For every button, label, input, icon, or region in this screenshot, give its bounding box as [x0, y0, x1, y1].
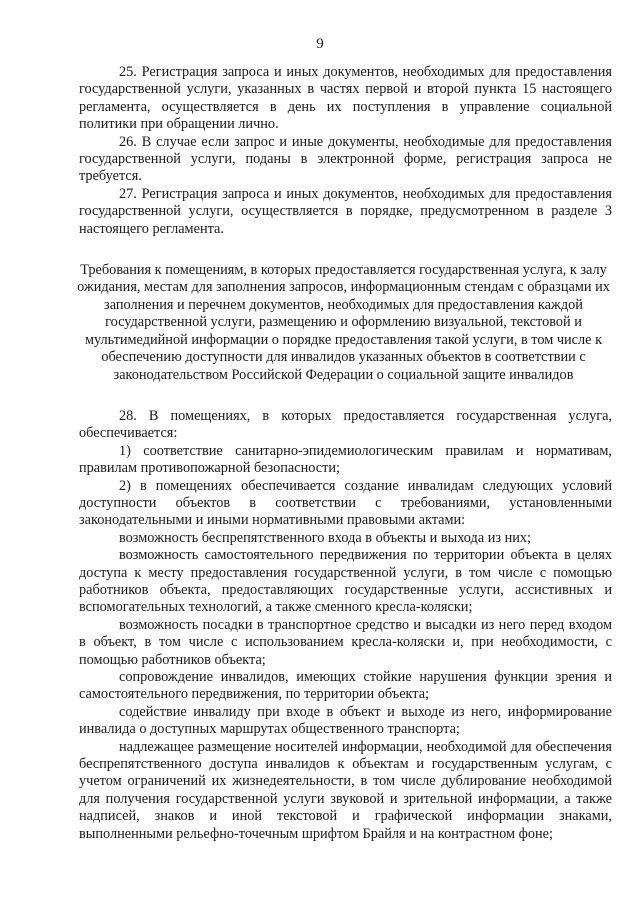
- condition-assistance: содействие инвалиду при входе в объект и выходе из него, информирование инвалида о доступных маршрутах общественного транспорта;: [79, 703, 612, 738]
- paragraph-26: 26. В случае если запрос и иные документы, необходимые для предоставления государственной услуги, поданы в электронной форме, регистрация запроса не требуется.: [79, 133, 612, 185]
- condition-movement: возможность самостоятельного передвижения по территории объекта в целях доступа к месту предоставления государственной услуги, в том числе с помощью работников объекта, предоставляющих государственные услуги, ассистивных и вспомогательных технологий, а также сменного кресла-коляски;: [79, 547, 612, 616]
- document-body: [79, 64, 612, 843]
- condition-information: надлежащее размещение носителей информации, необходимой для обеспечения беспрепятственного доступа инвалидов к объектам и государственным услугам, с учетом ограничений их жизнедеятельности, в том числе дублирование необходимой для получения государственной услуги звуковой и зрительной информации, а также надписей, знаков и иной текстовой и графической информации знаками, выполненными рельефно-точечным шрифтом Брайля и на контрастном фоне;: [79, 738, 612, 842]
- condition-boarding: возможность посадки в транспортное средство и высадки из него перед входом в объект, в том числе с использованием кресла-коляски и, при необходимости, с помощью работников объекта;: [79, 616, 612, 668]
- paragraph-27: 27. Регистрация запроса и иных документов, необходимых для предоставления государственной услуги, осуществляется в порядке, предусмотренном в разделе 3 настоящего регламента.: [79, 185, 612, 237]
- list-item-2: 2) в помещениях обеспечивается создание инвалидам следующих условий доступности объектов в соответствии с требованиями, установленными законодательными и иными нормативными правовыми актами:: [79, 477, 612, 529]
- section-heading: Требования к помещениям, в которых предоставляется государственная услуга, к залу ожидания, местам для заполнения запросов, информационным стендам с образцами их заполнения и перечнем документов, необходимых для предоставления каждой государственной услуги, размещению и оформлению визуальной, текстовой и мультимедийной информации о порядке предоставления такой услуги, в том числе к обеспечению доступности для инвалидов указанных объектов в соответствии с законодательством Российской Федерации о социальной защите инвалидов: [77, 262, 610, 383]
- condition-escort: сопровождение инвалидов, имеющих стойкие нарушения функции зрения и самостоятельного передвижения, по территории объекта;: [79, 669, 612, 703]
- list-item-1: 1) соответствие санитарно-эпидемиологическим правилам и нормативам, правилам противопожарной безопасности;: [79, 442, 612, 477]
- paragraph-28: 28. В помещениях, в которых предоставляется государственная услуга, обеспечивается:: [79, 407, 612, 442]
- paragraph-25: 25. Регистрация запроса и иных документов, необходимых для предоставления государственной услуги, указанных в частях первой и второй пункта 15 настоящего регламента, осуществляется в день их поступления в управление социальной политики при обращении лично.: [79, 64, 612, 133]
- condition-entry-exit: возможность беспрепятственного входа в объекты и выхода из них;: [119, 529, 532, 546]
- page-number: 9: [316, 36, 324, 52]
